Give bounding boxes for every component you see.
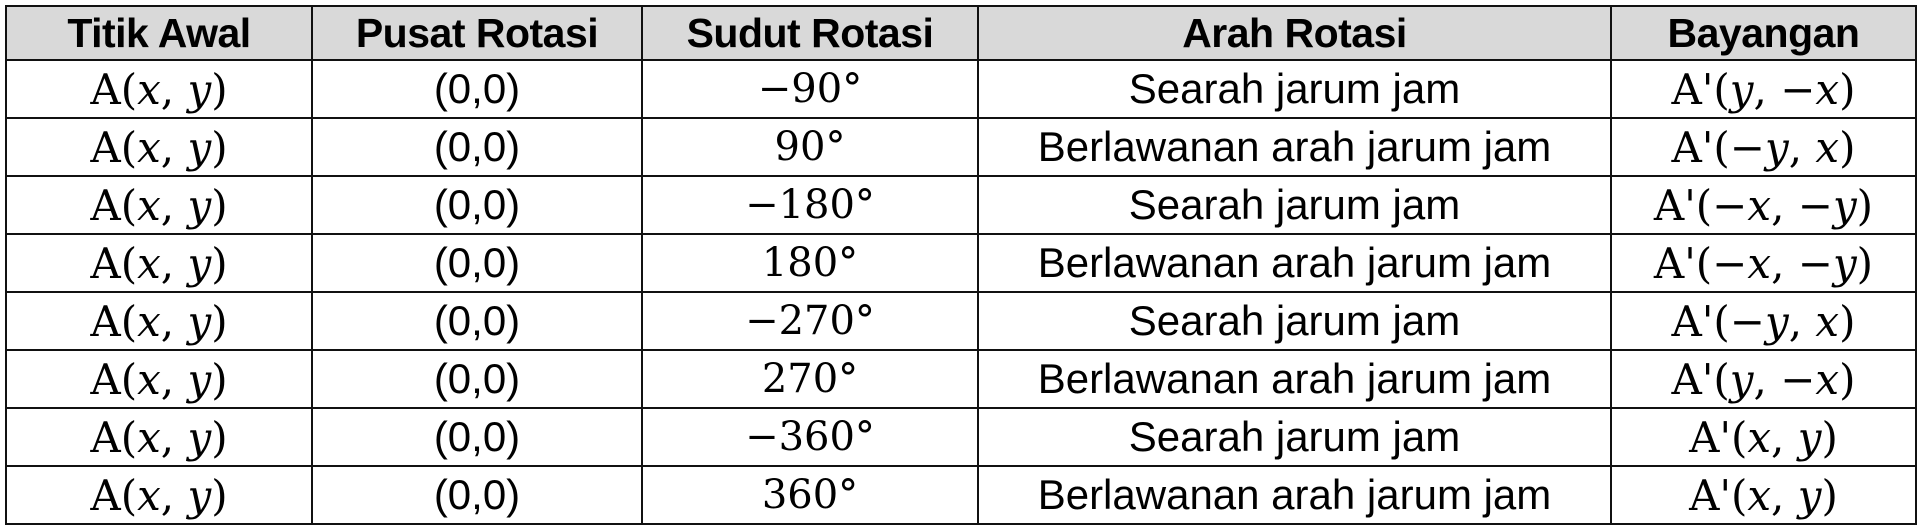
table-header bbox=[6, 6, 1916, 60]
cell-arah-rotasi: Searah jarum jam bbox=[978, 408, 1611, 466]
cell-arah-rotasi: Berlawanan arah jarum jam bbox=[978, 466, 1611, 524]
cell-pusat-rotasi: (0,0) bbox=[312, 176, 642, 234]
table-row bbox=[6, 292, 1916, 350]
cell-sudut-rotasi: −90° bbox=[642, 60, 978, 118]
cell-pusat-rotasi: (0,0) bbox=[312, 292, 642, 350]
table-row bbox=[6, 176, 1916, 234]
header-arah-rotasi: Arah Rotasi bbox=[978, 6, 1611, 60]
table-row bbox=[6, 350, 1916, 408]
cell-arah-rotasi: Searah jarum jam bbox=[978, 292, 1611, 350]
table-row bbox=[6, 408, 1916, 466]
table-row bbox=[6, 118, 1916, 176]
table-row bbox=[6, 60, 1916, 118]
cell-sudut-rotasi: −270° bbox=[642, 292, 978, 350]
cell-bayangan: A'(−𝑦, 𝑥) bbox=[1611, 292, 1916, 350]
header-bayangan: Bayangan bbox=[1611, 6, 1916, 60]
cell-sudut-rotasi: −360° bbox=[642, 408, 978, 466]
cell-titik-awal: A(𝑥, 𝑦) bbox=[6, 408, 312, 466]
header-titik-awal: Titik Awal bbox=[6, 6, 312, 60]
cell-bayangan: A'(𝑥, 𝑦) bbox=[1611, 466, 1916, 524]
cell-sudut-rotasi: 180° bbox=[642, 234, 978, 292]
cell-pusat-rotasi: (0,0) bbox=[312, 60, 642, 118]
cell-sudut-rotasi: 270° bbox=[642, 350, 978, 408]
cell-sudut-rotasi: 90° bbox=[642, 118, 978, 176]
cell-titik-awal: A(𝑥, 𝑦) bbox=[6, 234, 312, 292]
cell-titik-awal: A(𝑥, 𝑦) bbox=[6, 118, 312, 176]
cell-bayangan: A'(𝑦, −𝑥) bbox=[1611, 350, 1916, 408]
cell-titik-awal: A(𝑥, 𝑦) bbox=[6, 350, 312, 408]
rotation-table bbox=[5, 5, 1917, 525]
table-body bbox=[6, 60, 1916, 524]
cell-titik-awal: A(𝑥, 𝑦) bbox=[6, 292, 312, 350]
cell-titik-awal: A(𝑥, 𝑦) bbox=[6, 176, 312, 234]
rotation-table-container bbox=[5, 5, 1915, 518]
cell-bayangan: A'(−𝑥, −𝑦) bbox=[1611, 234, 1916, 292]
header-pusat-rotasi: Pusat Rotasi bbox=[312, 6, 642, 60]
cell-bayangan: A'(𝑦, −𝑥) bbox=[1611, 60, 1916, 118]
header-sudut-rotasi: Sudut Rotasi bbox=[642, 6, 978, 60]
cell-pusat-rotasi: (0,0) bbox=[312, 350, 642, 408]
cell-titik-awal: A(𝑥, 𝑦) bbox=[6, 60, 312, 118]
table-row bbox=[6, 234, 1916, 292]
cell-pusat-rotasi: (0,0) bbox=[312, 118, 642, 176]
header-row bbox=[6, 6, 1916, 60]
cell-arah-rotasi: Berlawanan arah jarum jam bbox=[978, 118, 1611, 176]
cell-arah-rotasi: Berlawanan arah jarum jam bbox=[978, 350, 1611, 408]
cell-titik-awal: A(𝑥, 𝑦) bbox=[6, 466, 312, 524]
cell-bayangan: A'(−𝑦, 𝑥) bbox=[1611, 118, 1916, 176]
cell-pusat-rotasi: (0,0) bbox=[312, 466, 642, 524]
cell-sudut-rotasi: 360° bbox=[642, 466, 978, 524]
cell-arah-rotasi: Searah jarum jam bbox=[978, 176, 1611, 234]
cell-arah-rotasi: Berlawanan arah jarum jam bbox=[978, 234, 1611, 292]
cell-bayangan: A'(𝑥, 𝑦) bbox=[1611, 408, 1916, 466]
cell-bayangan: A'(−𝑥, −𝑦) bbox=[1611, 176, 1916, 234]
cell-pusat-rotasi: (0,0) bbox=[312, 408, 642, 466]
cell-pusat-rotasi: (0,0) bbox=[312, 234, 642, 292]
cell-arah-rotasi: Searah jarum jam bbox=[978, 60, 1611, 118]
cell-sudut-rotasi: −180° bbox=[642, 176, 978, 234]
table-row bbox=[6, 466, 1916, 524]
